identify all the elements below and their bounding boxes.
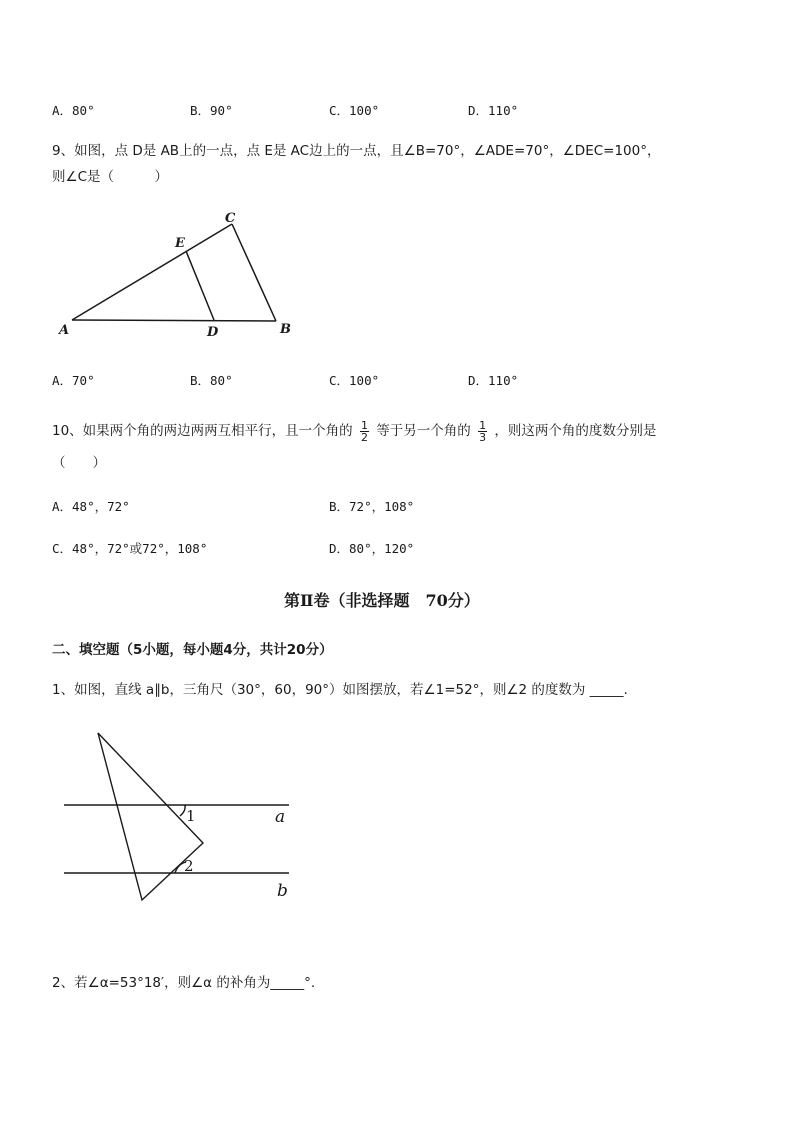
fill2-stem: 2、若∠α=53°18′，则∠α 的补角为_____°. [52,975,316,991]
q9-stem-line1: 9、如图，点 D是 AB上的一点，点 E是 AC边上的一点，且∠B=70°，∠ADE=70°，∠DEC=100°， [52,143,661,159]
q8-option-d: D．110° [468,103,519,118]
q9-option-a: A．70° [52,373,95,388]
label-b: B [280,322,291,337]
q10-option-d: D．80°，120° [329,541,415,556]
angle2-label: 2 [184,857,194,875]
q10-stem-line1 [52,418,656,444]
fill1-parallel-lines-figure [52,725,302,910]
q8-option-b: B．90° [190,103,233,118]
subsection-title: 二、填空题（5小题，每小题4分，共计20分） [52,642,333,658]
q10-option-a: A．48°，72° [52,499,130,514]
fraction-denominator: 3 [479,430,487,444]
q10-text-part3: ，则这两个角的度数分别是 [494,423,657,439]
segment-cb [232,224,276,321]
q10-text-part2: 等于另一个角的 [376,423,471,439]
fraction-numerator: 1 [360,418,368,432]
q8-option-a: A．80° [52,103,95,118]
q10-option-c: C．48°，72°或72°，108° [52,541,208,556]
q9-option-b: B．80° [190,373,233,388]
q8-option-c: C．100° [329,103,380,118]
q10-stem-line2: （ ） [52,455,106,471]
section-title: 第Ⅱ卷（非选择题 70分） [284,591,480,610]
fraction-one-third [478,420,487,443]
fill1-stem: 1、如图，直线 a∥b，三角尺（30°，60，90°）如图摆放，若∠1=52°，则∠2 的度数为 _____. [52,682,628,698]
label-e: E [175,236,185,251]
fraction-denominator: 2 [360,430,368,444]
label-c: C [225,211,236,226]
angle1-label: 1 [186,807,196,825]
angle1-arc [180,805,185,816]
line-a-label: a [275,807,286,827]
q9-option-d: D．110° [468,373,519,388]
q9-stem-line2: 则∠C是（ ） [52,169,169,185]
segment-ed [186,251,214,320]
q10-option-b: B．72°，108° [329,499,415,514]
q9-triangle-figure [52,205,302,345]
segment-ab [72,320,276,321]
line-b-label: b [277,881,288,901]
q10-text-part1: 10、如果两个角的两边两两互相平行，且一个角的 [52,423,353,439]
q9-option-c: C．100° [329,373,380,388]
fraction-one-half [360,420,369,443]
label-a: A [59,323,70,338]
fraction-numerator: 1 [479,418,487,432]
label-d: D [207,325,219,340]
